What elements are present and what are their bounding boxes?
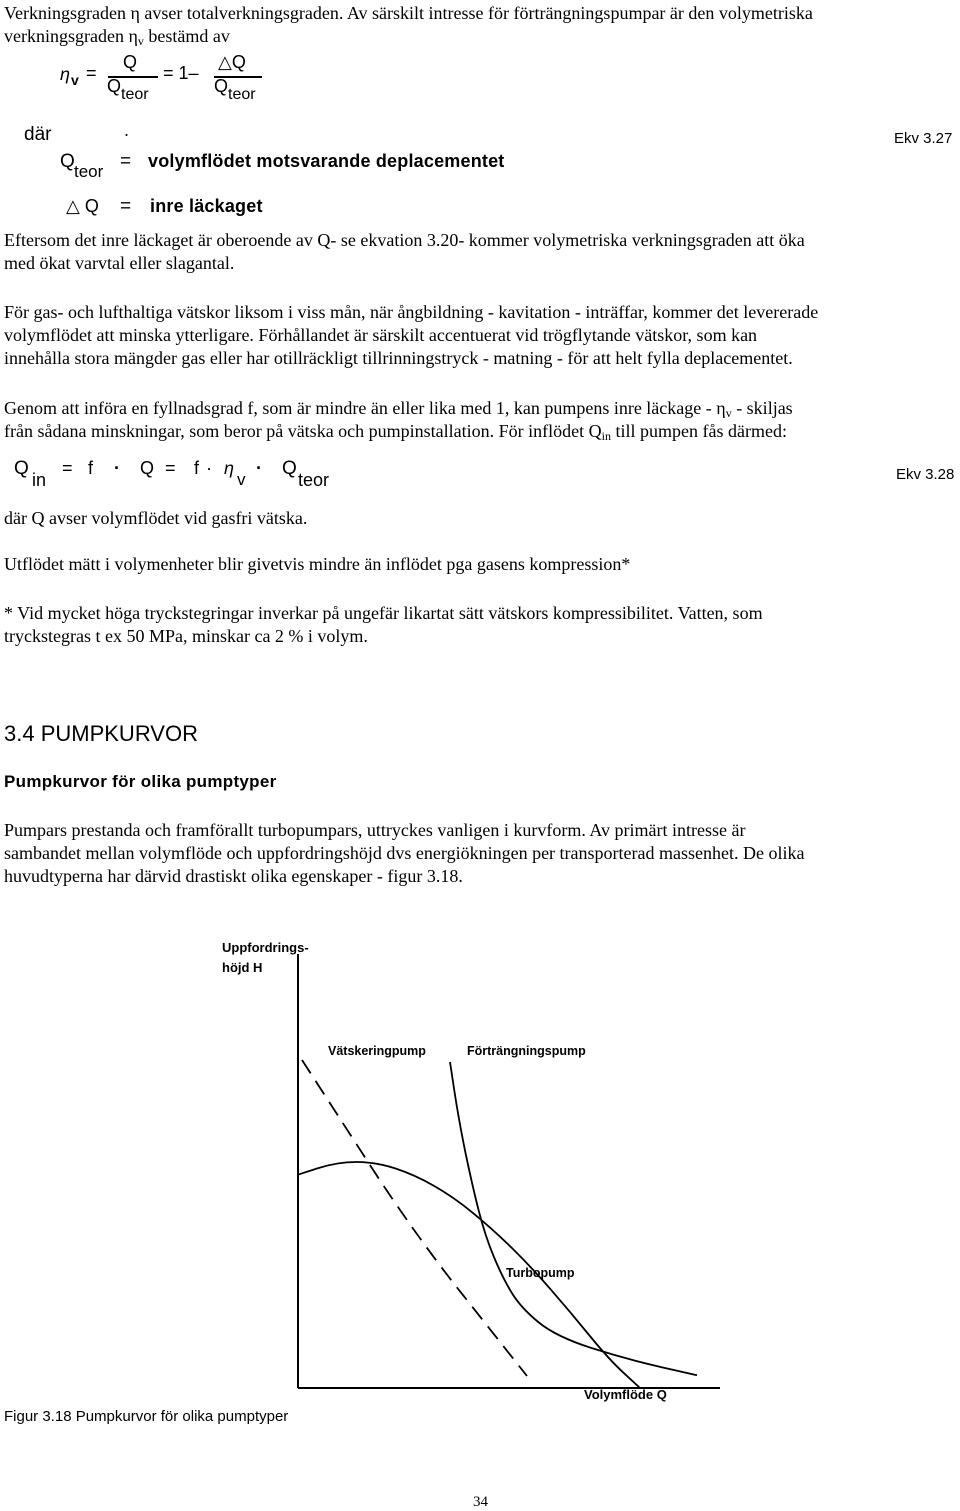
paragraph-dar: där Q avser volymflödet vid gasfri vätska. [4,508,308,528]
eq328-dot-1: · [114,458,120,478]
paragraph-genom [4,397,956,443]
gas-line-1: För gas- och lufthaltiga vätskor liksom i viss mån, när ångbildning - kavitation - inträffar, kommer det levererade [4,302,819,322]
def2-symbol: △ Q [66,196,99,216]
eta-v-symbol: η [128,26,138,46]
eq328-equals-1: = [62,458,73,478]
y-axis-label-line-1: Uppfordrings- [222,940,309,955]
eq327-delta-den-sub: teor [228,86,256,103]
eq328-q: Q [14,458,29,479]
eq328-dot-2: · [206,458,212,478]
pumpars-line-1: Pumpars prestanda och framförallt turbopumpars, uttryckes vanligen i kurvform. Av primärt intresse är [4,820,746,840]
eq328-eta: η [224,458,234,478]
eq328-label: Ekv 3.28 [896,466,955,483]
page-number: 34 [473,1494,488,1510]
intro-paragraph [4,2,956,48]
def2-equals: = [120,196,132,217]
gas-line-3: innehålla stora mängder gas eller har otillräckligt tillrinningstryck - matning - för att helt fylla deplacementet. [4,348,793,368]
pumpars-line-2: sambandet mellan volymflöde och uppfordringshöjd dvs energiökningen per transporterad massenhet. De olika [4,843,805,863]
legend-forträngningspump: Förträngningspump [467,1044,586,1058]
eq328-dot-3: · [256,458,262,478]
def2-text: inre läckaget [150,196,263,216]
paragraph-eftersom [4,229,956,275]
intro-line-2: verkningsgraden $\eta_v$ bestämd av [4,26,230,48]
eq328-equals-2: = [165,458,176,478]
gas-line-2: volymflödet att minska ytterligare. Förhållandet är särskilt accentuerat vid trögflytande vätskor, som kan [4,325,758,345]
eq328-sub-in: in [32,470,47,490]
eq328-f2: f [194,458,200,478]
eq328-sub-teor: teor [298,470,330,490]
def1-text: volymflödet motsvarande deplacementet [148,151,505,171]
eq327-label: Ekv 3.27 [894,130,953,147]
legend-turbopump: Turbopump [506,1266,575,1280]
figure-caption: Figur 3.18 Pumpkurvor för olika pumptyper [4,1408,289,1425]
section-heading: 3.4 PUMPKURVOR [4,721,198,746]
def1-equals: = [120,151,132,172]
series-line-1 [450,1062,697,1375]
eq328-q3: Q [282,458,297,479]
paragraph-footnote [4,602,956,648]
eq328-q2: Q [140,458,155,478]
eq327-dar: där [24,124,52,145]
series-line-2 [298,1162,640,1388]
eftersom-line-1: Eftersom det inre läckaget är oberoende av Q- se ekvation 3.20- kommer volymetriska verkningsgraden att öka [4,230,805,250]
paragraph-gas [4,301,956,370]
eq327-den-q: Q [107,76,122,96]
pumpars-line-3: huvudtyperna har därvid drastiskt olika egenskaper - figur 3.18. [4,866,463,886]
eta-symbol: η [716,398,726,418]
pump-curves-chart [0,930,960,1410]
def1-q: Q [60,151,75,172]
genom-line-2: från sådana minskningar, som beror på vätska och pumpinstallation. För inflödet $Q_{in}$ till pumpen fås därmed: [4,421,787,443]
eq327-one-minus: = 1– [163,63,199,83]
eq328-f: f [88,458,94,478]
eftersom-line-2: med ökat varvtal eller slagantal. [4,253,235,273]
y-axis-label-line-2: höjd H [222,960,263,975]
eq327-delta-num: △Q [218,52,246,72]
intro-line-1: Verkningsgraden η avser totalverkningsgraden. Av särskilt intresse för förträngningspumpar är den volymetriska [4,3,813,23]
x-axis-label: Volymflöde Q [584,1387,667,1402]
section-subheading: Pumpkurvor för olika pumptyper [4,772,277,791]
legend-vatskeringpump: Vätskeringpump [328,1044,426,1058]
eq327-den-sub: teor [121,86,149,103]
eta-symbol: η [130,3,140,23]
eq328-sub-v: v [237,470,246,489]
footnote-line-1: * Vid mycket höga tryckstegringar inverkar på ungefär likartat sätt vätskors kompressibilitet. Vatten, som [4,603,763,623]
eq327-delta-den-q: Q [214,76,229,96]
paragraph-utflodet: Utflödet mätt i volymenheter blir givetvis mindre än inflödet pga gasens kompression* [4,554,631,574]
def1-sub: teor [74,162,104,181]
footnote-line-2: tryckstegras t ex 50 MPa, minskar ca 2 % i volym. [4,626,368,646]
eq327-dot: . [124,120,130,140]
paragraph-pumpars [4,819,956,888]
eq327-sub-v: v [71,72,79,88]
eq327-eta: η [60,64,70,84]
eq327-numerator: Q [123,52,138,72]
series-line-0 [302,1060,527,1376]
eq327-equals: = [86,63,97,83]
genom-line-1: Genom att införa en fyllnadsgrad f, som är mindre än eller lika med 1, kan pumpens inre läckage - $\eta_v$ - skiljas [4,398,793,420]
